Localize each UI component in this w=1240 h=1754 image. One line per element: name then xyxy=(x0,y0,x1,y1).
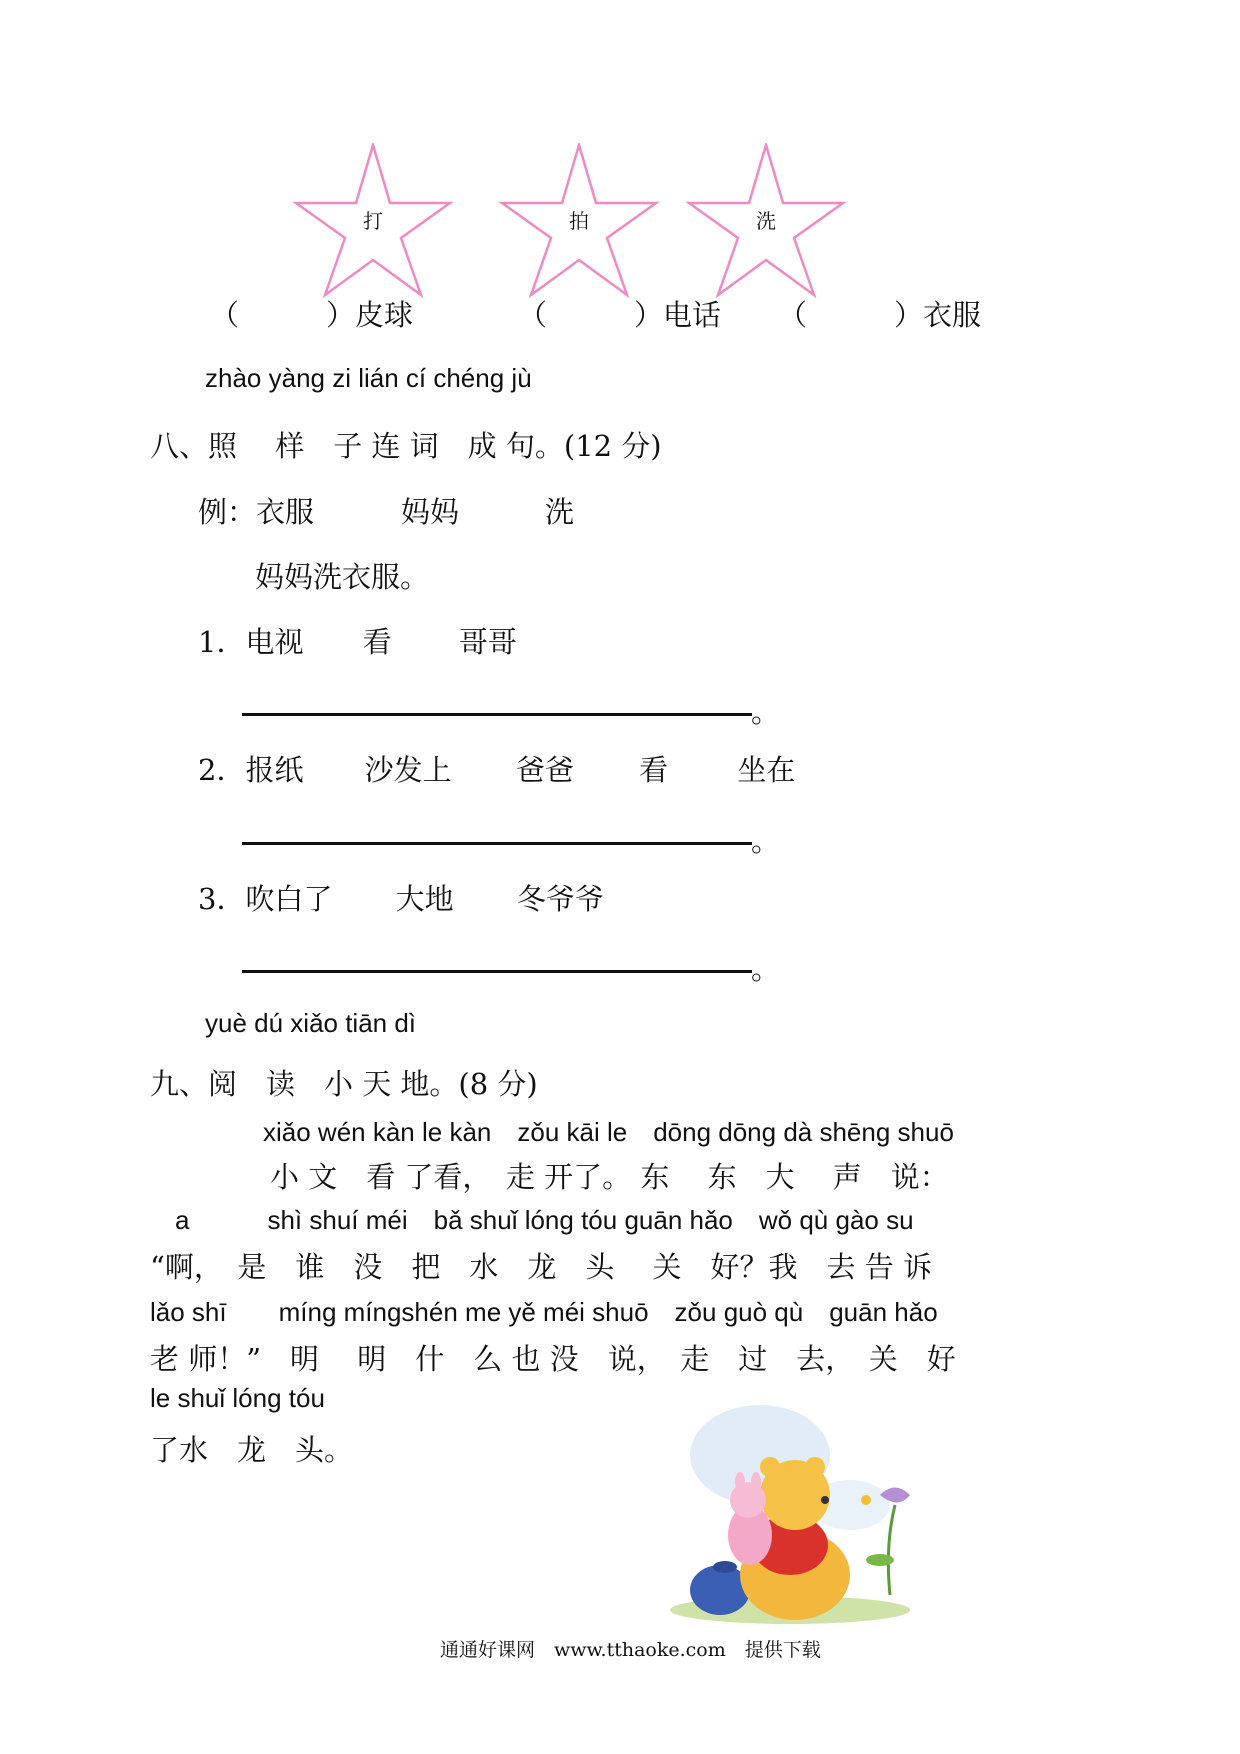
passage-line1-pinyin: xiǎo wén kàn le kàn zǒu kāi le dōng dōng dà shēng shuō xyxy=(263,1117,954,1147)
section9-title: 九、阅 读 小 天 地。(8 分) xyxy=(150,1067,538,1101)
star-character: 洗 xyxy=(756,209,776,233)
blank-word: 电话 xyxy=(663,298,722,332)
passage-line2-text: “啊， 是 谁 没 把 水 龙 头 关 好？我 去 告 诉 xyxy=(150,1250,932,1284)
q3-word-3: 冬爷爷 xyxy=(516,882,604,916)
question-2 xyxy=(198,748,795,789)
example-label: 例：衣服 xyxy=(198,495,315,529)
q1-word-1: 1．电视 xyxy=(198,625,304,659)
question-1 xyxy=(198,620,517,661)
q2-word-4: 看 xyxy=(639,753,669,787)
answer-line-1[interactable] xyxy=(242,713,752,716)
star-character: 打 xyxy=(363,209,383,233)
section8-title: 八、照 样 子 连 词 成 句。(12 分) xyxy=(150,429,662,463)
cartoon-illustration xyxy=(640,1385,920,1630)
q3-word-2: 大地 xyxy=(395,882,454,916)
q2-word-2: 沙发上 xyxy=(364,753,452,787)
answer-blank[interactable]: （ ） xyxy=(778,298,924,332)
star-pai xyxy=(499,143,659,298)
passage-line2-pinyin: a shì shuí méi bǎ shuǐ lóng tóu guān hǎo wǒ qù gào su xyxy=(175,1205,914,1235)
blank-1 xyxy=(210,293,413,334)
period-2: 。 xyxy=(751,824,781,858)
passage-line3-pinyin: lǎo shī míng míngshén me yě méi shuō zǒu guò qù guān hǎo xyxy=(150,1297,938,1327)
q2-word-5: 坐在 xyxy=(737,753,796,787)
answer-blank[interactable]: （ ） xyxy=(518,298,664,332)
star-xi xyxy=(686,143,846,298)
star-character: 拍 xyxy=(569,209,589,233)
blank-word: 皮球 xyxy=(355,298,414,332)
q2-word-3: 爸爸 xyxy=(515,753,574,787)
section9-pinyin: yuè dú xiǎo tiān dì xyxy=(205,1008,417,1038)
bear-illustration-icon xyxy=(640,1385,920,1630)
answer-blank[interactable]: （ ） xyxy=(210,298,356,332)
star-da xyxy=(293,143,453,298)
blank-word: 衣服 xyxy=(923,298,982,332)
q1-word-3: 哥哥 xyxy=(458,625,517,659)
q1-word-2: 看 xyxy=(362,625,392,659)
footer-text: 通通好课网 www.tthaoke.com 提供下载 xyxy=(440,1639,821,1661)
blank-3 xyxy=(778,293,981,334)
example-word-3: 洗 xyxy=(545,495,575,529)
blank-2 xyxy=(518,293,721,334)
answer-line-2[interactable] xyxy=(242,842,752,845)
question-3 xyxy=(198,877,604,918)
q3-word-1: 3．吹白了 xyxy=(198,882,333,916)
section8-pinyin: zhào yàng zi lián cí chéng jù xyxy=(205,363,532,393)
period-3: 。 xyxy=(751,952,781,986)
passage-line3-text: 老 师！” 明 明 什 么 也 没 说， 走 过 去， 关 好 xyxy=(150,1342,956,1376)
passage-line1-text: 小 文 看 了看， 走 开了。 东 东 大 声 说： xyxy=(270,1160,949,1194)
answer-line-3[interactable] xyxy=(242,970,752,973)
passage-line4-text: 了水 龙 头。 xyxy=(150,1433,354,1467)
q2-word-1: 2．报纸 xyxy=(198,753,304,787)
period-1: 。 xyxy=(751,695,781,729)
example-word-2: 妈妈 xyxy=(401,495,460,529)
passage-line4-pinyin: le shuǐ lóng tóu xyxy=(150,1383,325,1413)
example-answer: 妈妈洗衣服。 xyxy=(255,560,430,594)
